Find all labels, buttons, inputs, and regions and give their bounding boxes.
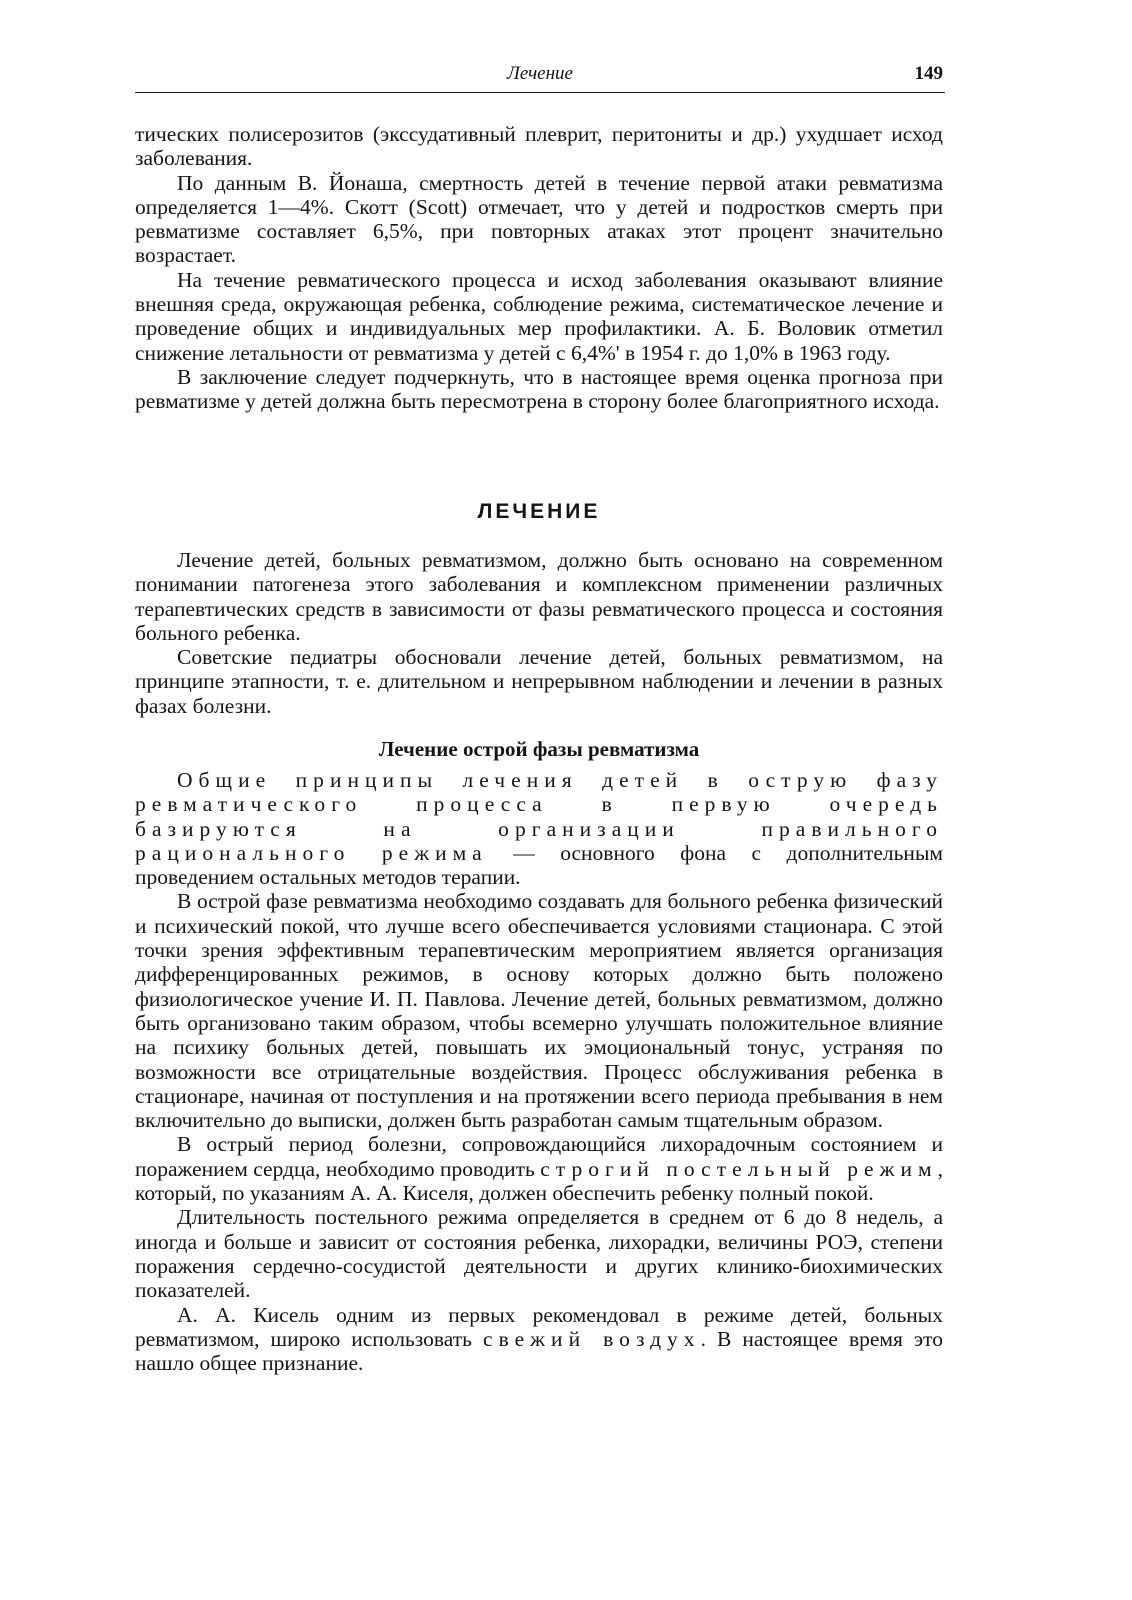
paragraph: На течение ревматического процесса и исход заболевания оказывают влияние внешняя среда, окружающая ребенка, соблюдение режима, систематическое лечение и проведение общих и индивидуальных мер профилактики. А. Б. Воловик отметил снижение летальности от ревматизма у детей с 6,4%' в 1954 г. до 1,0% в 1963 году. [135,267,943,365]
paragraph: В заключение следует подчеркнуть, что в настоящее время оценка прогноза при ревматизме у детей должна быть пересмотрена в сторону более благоприятного исхода. [135,364,943,414]
subsection-title: Лечение острой фазы ревматизма [378,737,700,761]
paragraph [135,1303,943,1376]
running-title: Лечение [507,63,573,84]
paragraph: По данным В. Йонаша, смертность детей в течение первой атаки ревматизма определяется 1—4%. Скотт (Scott) отмечает, что у детей и подростков смерть при ревматизме составляет 6,5%, при повторных атаках этот процент значительно возрастает. [135,170,943,268]
spaced-emphasis: строгий постельный режим [540,1156,938,1181]
paragraph-text: В острый период болезни, сопровождающийся лихорадочным состоянием и поражением сердца, необходимо проводить [135,1132,943,1181]
paragraph [135,1132,943,1205]
intro-block [135,122,943,414]
paragraph-text: , который, по указаниям А. А. Киселя, должен обеспечить ребенку полный покой. [135,1156,943,1206]
spaced-emphasis: Общие принципы лечения детей в острую фазу ревматического процесса в первую очередь базируются на организации правильного рационального режима [135,768,943,865]
paragraph-text: — основного фона с дополнительным проведением остальных методов терапии. [135,840,943,890]
spaced-emphasis: свежий воздух [483,1326,701,1351]
running-header [135,62,945,96]
section-intro [135,548,943,718]
paragraph [135,768,943,889]
paragraph-text: . В настоящее время это нашло общее признание. [135,1326,943,1376]
page-number: 149 [914,63,943,84]
paragraph-text: А. А. Кисель одним из первых рекомендовал в режиме детей, больных ревматизмом, широко использовать [135,1302,943,1351]
paragraph: В острой фазе ревматизма необходимо создавать для больного ребенка физический и психический покой, что лучше всего обеспечивается условиями стационара. С этой точки зрения эффективным терапевтическим мероприятием является организация дифференцированных режимов, в основу которых должно быть положено физиологическое учение И. П. Павлова. Лечение детей, больных ревматизмом, должно быть организовано таким образом, чтобы всемерно улучшать положительное влияние на психику больных детей, повышать их эмоциональный тонус, устраняя по возможности все отрицательные воздействия. Процесс обслуживания ребенка в стационаре, начиная от поступления и на протяжении всего периода пребывания в нем включительно до выписки, должен быть разработан самым тщательным образом. [135,889,943,1133]
paragraph: Советские педиатры обосновали лечение детей, больных ревматизмом, на принципе этапности, т. е. длительном и непрерывном наблюдении и лечении в разных фазах болезни. [135,645,943,718]
subsection-body [135,768,943,1375]
paragraph: Длительность постельного режима определяется в среднем от 6 до 8 недель, а иногда и больше и зависит от состояния ребенка, лихорадки, величины РОЭ, степени поражения сердечно-сосудистой деятельности и других клинико-биохимических показателей. [135,1205,943,1303]
paragraph: Лечение детей, больных ревматизмом, должно быть основано на современном понимании патогенеза этого заболевания и комплексном применении различных терапевтических средств в зависимости от фазы ревматического процесса и состояния больного ребенка. [135,548,943,645]
section-title: ЛЕЧЕНИЕ [477,500,601,523]
paragraph: тических полисерозитов (экссудативный плеврит, перитониты и др.) ухудшает исход заболевания. [135,122,943,171]
header-rule [135,92,945,93]
